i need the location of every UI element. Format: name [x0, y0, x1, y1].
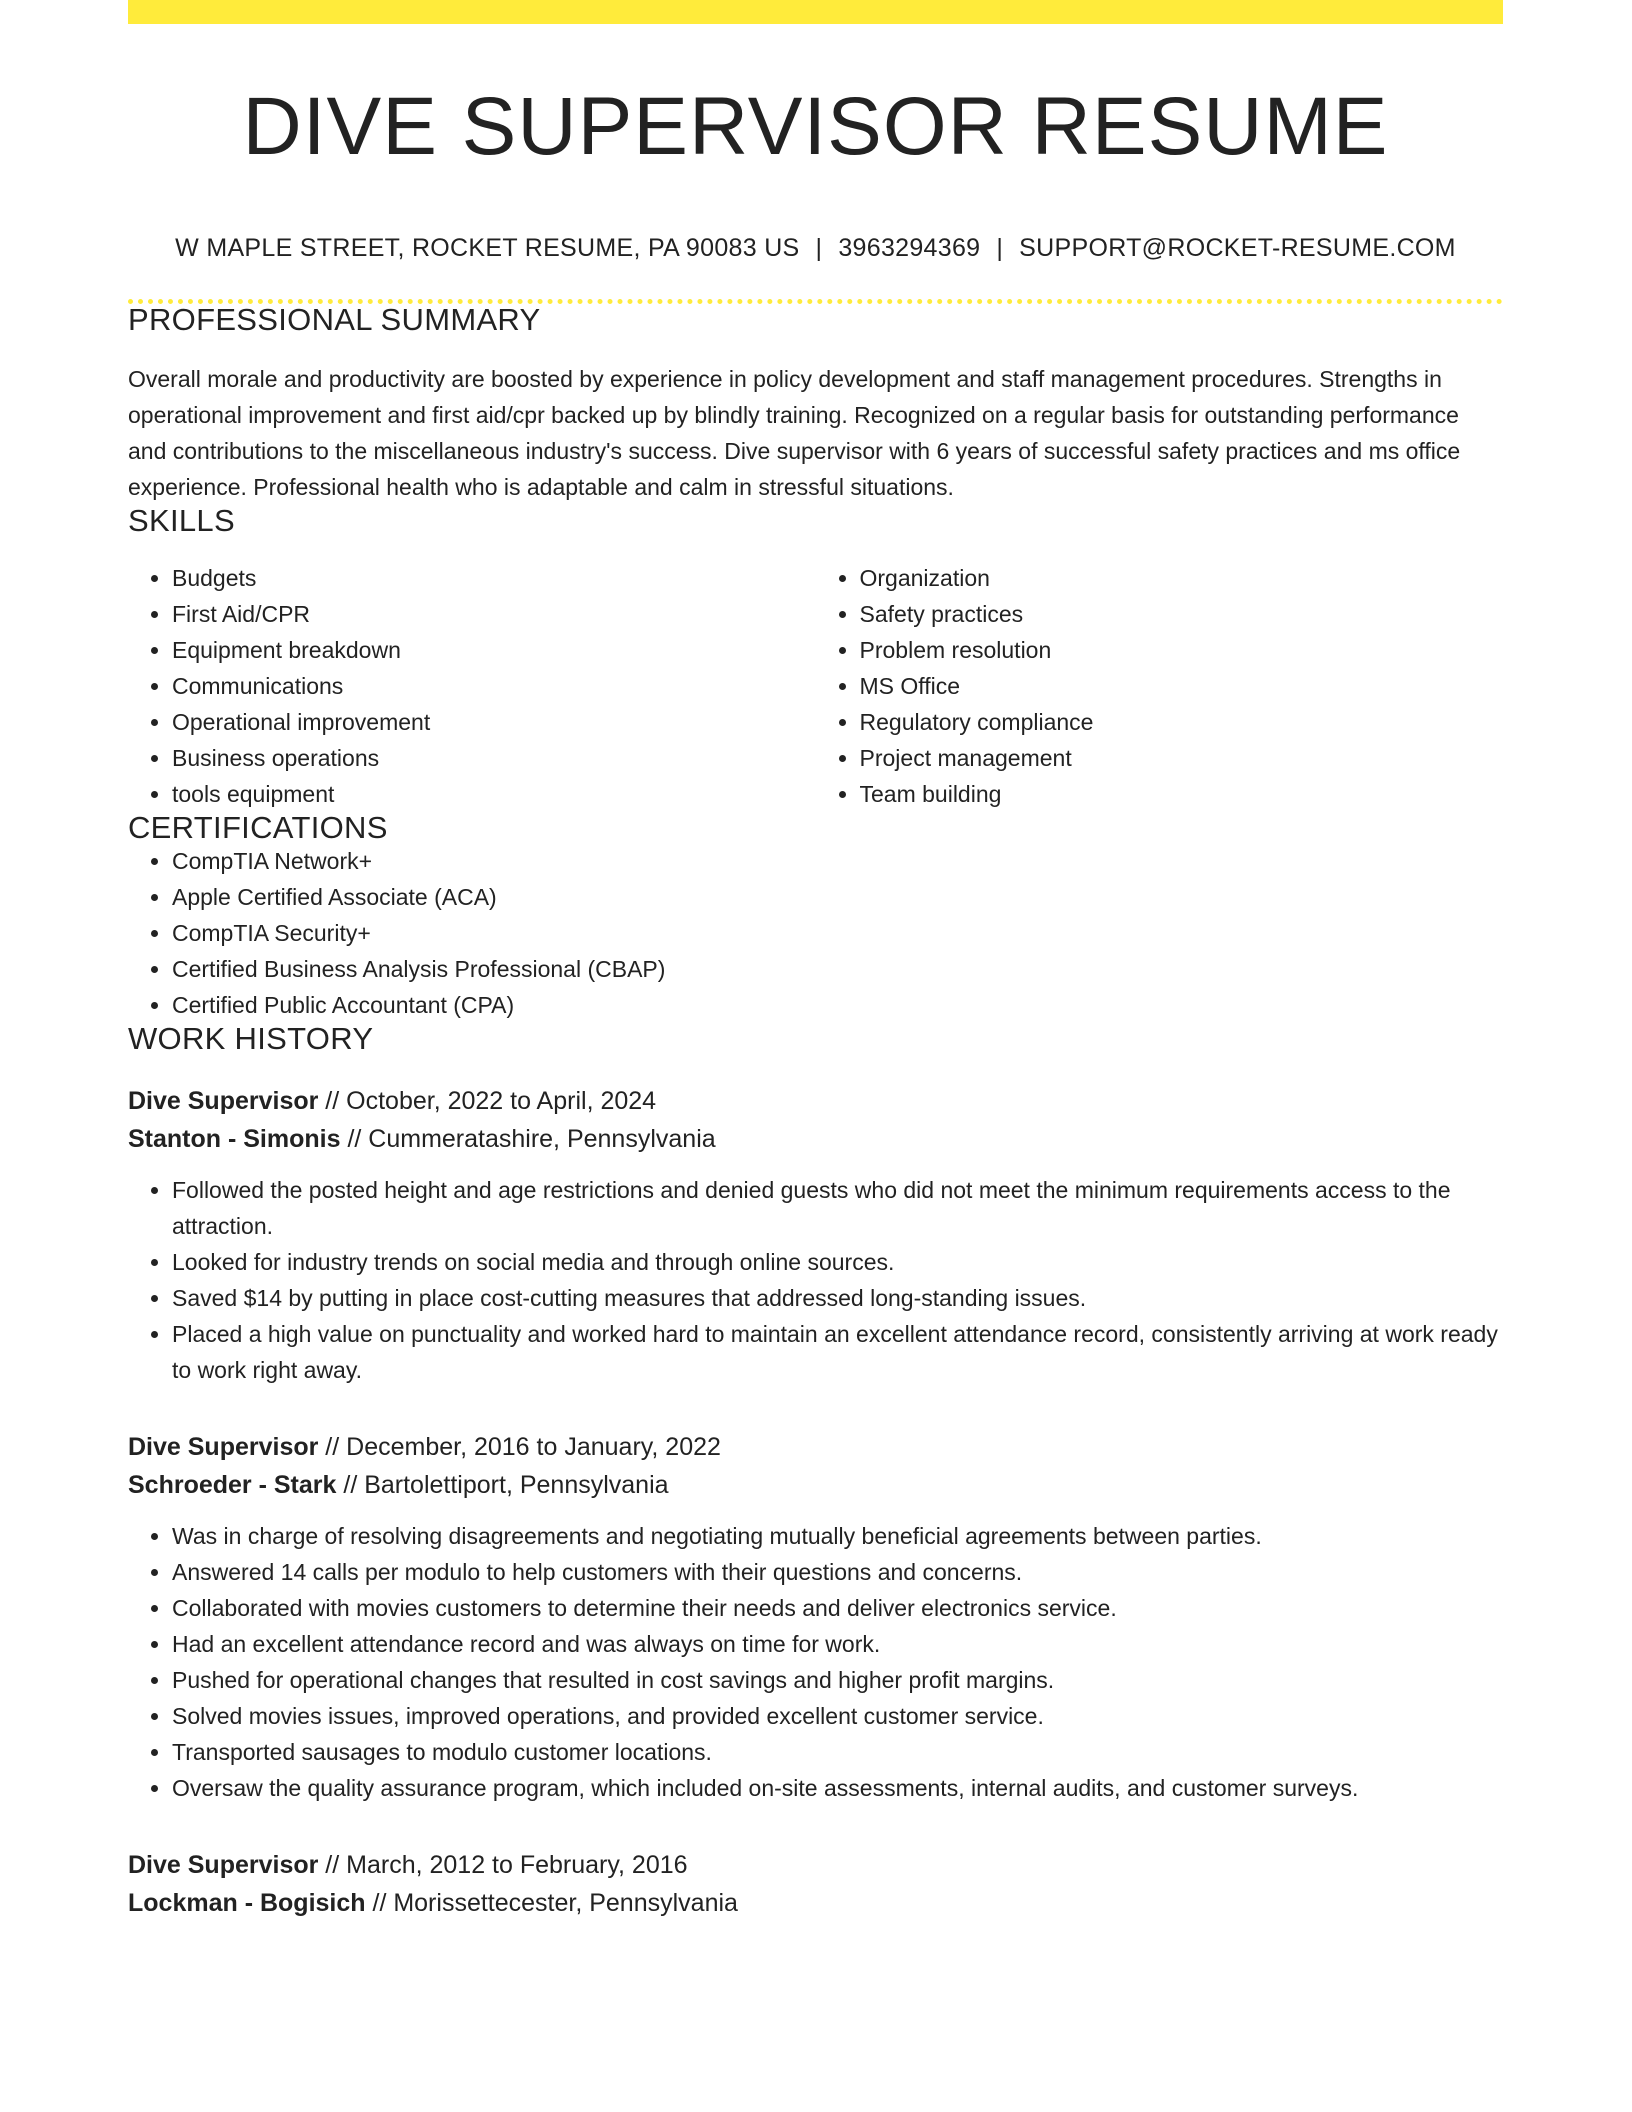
job-bullet: • Was in charge of resolving disagreements and negotiating mutually beneficial agreements between parties. [172, 1518, 1503, 1554]
job-location: // Bartolettiport, Pennsylvania [336, 1471, 669, 1500]
job-company-line [128, 1466, 1503, 1504]
contact-separator: | [815, 234, 823, 263]
job-bullet: • Looked for industry trends on social media and through online sources. [172, 1244, 1503, 1280]
resume-title: DIVE SUPERVISOR RESUME [242, 81, 1389, 172]
certification-item: • Certified Business Analysis Professional (CBAP) [172, 951, 1503, 987]
job-role: Dive Supervisor [128, 1433, 319, 1462]
skill-item: • Regulatory compliance [860, 704, 1504, 740]
job-bullet: • Pushed for operational changes that resulted in cost savings and higher profit margins. [172, 1662, 1503, 1698]
skill-item: • MS Office [860, 668, 1504, 704]
certifications-list [128, 843, 1503, 1023]
resume-content [128, 24, 1503, 1922]
job-company: Schroeder - Stark [128, 1471, 337, 1500]
job-role: Dive Supervisor [128, 1851, 319, 1880]
contact-line [128, 234, 1503, 263]
job-company-line [128, 1884, 1503, 1922]
contact-phone: 3963294369 [838, 234, 981, 263]
accent-top-bar [128, 0, 1503, 24]
certification-item: • CompTIA Network+ [172, 843, 1503, 879]
skill-item: • Team building [860, 776, 1504, 812]
job-dates: // October, 2022 to April, 2024 [318, 1087, 657, 1116]
certifications-heading: CERTIFICATIONS [128, 810, 388, 846]
job-bullets [128, 1172, 1503, 1388]
job-role: Dive Supervisor [128, 1087, 319, 1116]
skills-heading: SKILLS [128, 503, 235, 539]
skill-item: • Budgets [172, 560, 816, 596]
job-location: // Cummeratashire, Pennsylvania [340, 1125, 716, 1154]
skills-list-left [128, 560, 816, 812]
skill-item: • First Aid/CPR [172, 596, 816, 632]
job-bullet: • Followed the posted height and age restrictions and denied guests who did not meet the minimum requirements access to the attraction. [172, 1172, 1503, 1244]
summary-text: Overall morale and productivity are boosted by experience in policy development and staff management procedures. Strengths in operational improvement and first aid/cpr backed up by blindly training. Recognized on a regular basis for outstanding performance and contributions to the miscellaneous industry's success. Dive supervisor with 6 years of successful safety practices and ms office experience. Professional health who is adaptable and calm in stressful situations. [128, 366, 1461, 501]
job-dates: // December, 2016 to January, 2022 [318, 1433, 721, 1462]
summary-heading: PROFESSIONAL SUMMARY [128, 302, 541, 338]
job-bullet: • Placed a high value on punctuality and worked hard to maintain an excellent attendance record, consistently arriving at work ready to work right away. [172, 1316, 1503, 1388]
contact-address: W MAPLE STREET, ROCKET RESUME, PA 90083 US [175, 234, 800, 263]
job-bullet: • Collaborated with movies customers to determine their needs and deliver electronics service. [172, 1590, 1503, 1626]
job-bullet: • Had an excellent attendance record and was always on time for work. [172, 1626, 1503, 1662]
contact-email: SUPPORT@ROCKET-RESUME.COM [1019, 234, 1456, 263]
job-role-line [128, 1082, 1503, 1120]
skill-item: • Project management [860, 740, 1504, 776]
job-bullet: • Oversaw the quality assurance program, which included on-site assessments, internal audits, and customer surveys. [172, 1770, 1503, 1806]
contact-separator: | [996, 234, 1004, 263]
job-entry [128, 1846, 1503, 1922]
job-bullet: • Saved $14 by putting in place cost-cutting measures that addressed long-standing issues. [172, 1280, 1503, 1316]
job-company: Lockman - Bogisich [128, 1889, 366, 1918]
job-location: // Morissettecester, Pennsylvania [365, 1889, 738, 1918]
certification-item: • Apple Certified Associate (ACA) [172, 879, 1503, 915]
job-entry [128, 1082, 1503, 1388]
skill-item: • Communications [172, 668, 816, 704]
job-company: Stanton - Simonis [128, 1125, 341, 1154]
skill-item: • Organization [860, 560, 1504, 596]
skill-item: • Equipment breakdown [172, 632, 816, 668]
skill-item: • Business operations [172, 740, 816, 776]
job-company-line [128, 1120, 1503, 1158]
job-bullet: • Solved movies issues, improved operations, and provided excellent customer service. [172, 1698, 1503, 1734]
skill-item: • Problem resolution [860, 632, 1504, 668]
skills-list-right [816, 560, 1504, 812]
skill-item: • Operational improvement [172, 704, 816, 740]
skill-item: • Safety practices [860, 596, 1504, 632]
job-dates: // March, 2012 to February, 2016 [318, 1851, 688, 1880]
job-role-line [128, 1428, 1503, 1466]
job-bullets [128, 1518, 1503, 1806]
certification-item: • Certified Public Accountant (CPA) [172, 987, 1503, 1023]
job-entry [128, 1428, 1503, 1806]
job-bullet: • Answered 14 calls per modulo to help customers with their questions and concerns. [172, 1554, 1503, 1590]
work-history-heading: WORK HISTORY [128, 1021, 374, 1057]
job-role-line [128, 1846, 1503, 1884]
skill-item: • tools equipment [172, 776, 816, 812]
certification-item: • CompTIA Security+ [172, 915, 1503, 951]
skills-columns [128, 560, 1503, 812]
job-bullet: • Transported sausages to modulo customer locations. [172, 1734, 1503, 1770]
